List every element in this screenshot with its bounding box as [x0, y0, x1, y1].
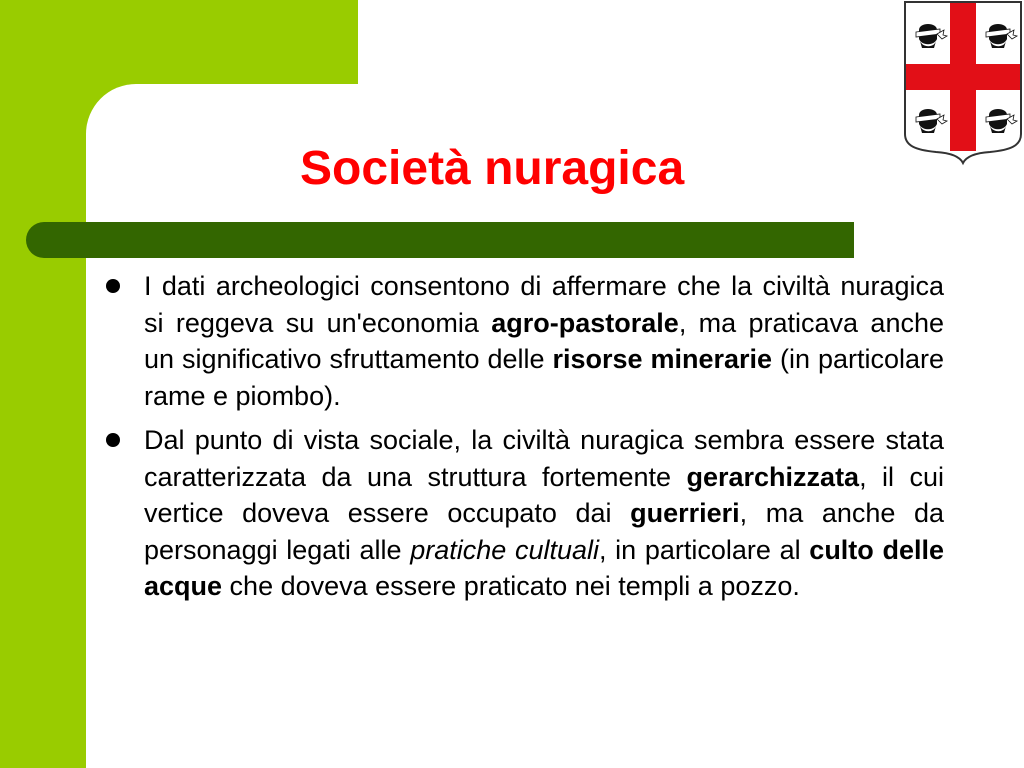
- bullet-emphasis: culto delle acque: [144, 534, 944, 601]
- bullet-text-segment: Dal punto di vista sociale, la civiltà nuragica sembra essere stata caratterizzata da una struttura fortemente: [144, 425, 944, 492]
- bullet-item: [106, 422, 944, 605]
- bullet-emphasis: risorse minerarie: [552, 344, 773, 374]
- bullet-emphasis: gerarchizzata: [686, 461, 860, 492]
- bullet-list: [106, 268, 944, 728]
- bullet-text-segment: , ma praticava anche un significativo sfruttamento delle: [144, 307, 944, 374]
- bullet-dot: [106, 279, 120, 293]
- bullet-italic: pratiche cultuali: [410, 534, 599, 565]
- bullet-text-segment: (in particolare rame e piombo).: [144, 344, 945, 411]
- bullet-emphasis: agro-pastorale: [491, 307, 679, 338]
- bullet-dot: [106, 433, 120, 447]
- bullet-text-segment: , ma anche da personaggi legati alle: [144, 498, 944, 565]
- bullet-emphasis: guerrieri: [630, 498, 740, 528]
- sardinia-four-moors-shield-icon: [902, 0, 1024, 166]
- title-underline-bar: [26, 222, 854, 258]
- bullet-item: [106, 268, 944, 414]
- bullet-text-segment: , in particolare al: [599, 534, 810, 565]
- slide-title: Società nuragica: [300, 142, 685, 195]
- bullet-text-segment: , il cui vertice doveva essere occupato dai: [144, 461, 944, 528]
- bullet-text-segment: I dati archeologici consentono di affermare che la civiltà nuragica si reggeva su un'economia: [144, 271, 944, 338]
- bullet-text-segment: che doveva essere praticato nei templi a pozzo.: [222, 571, 800, 601]
